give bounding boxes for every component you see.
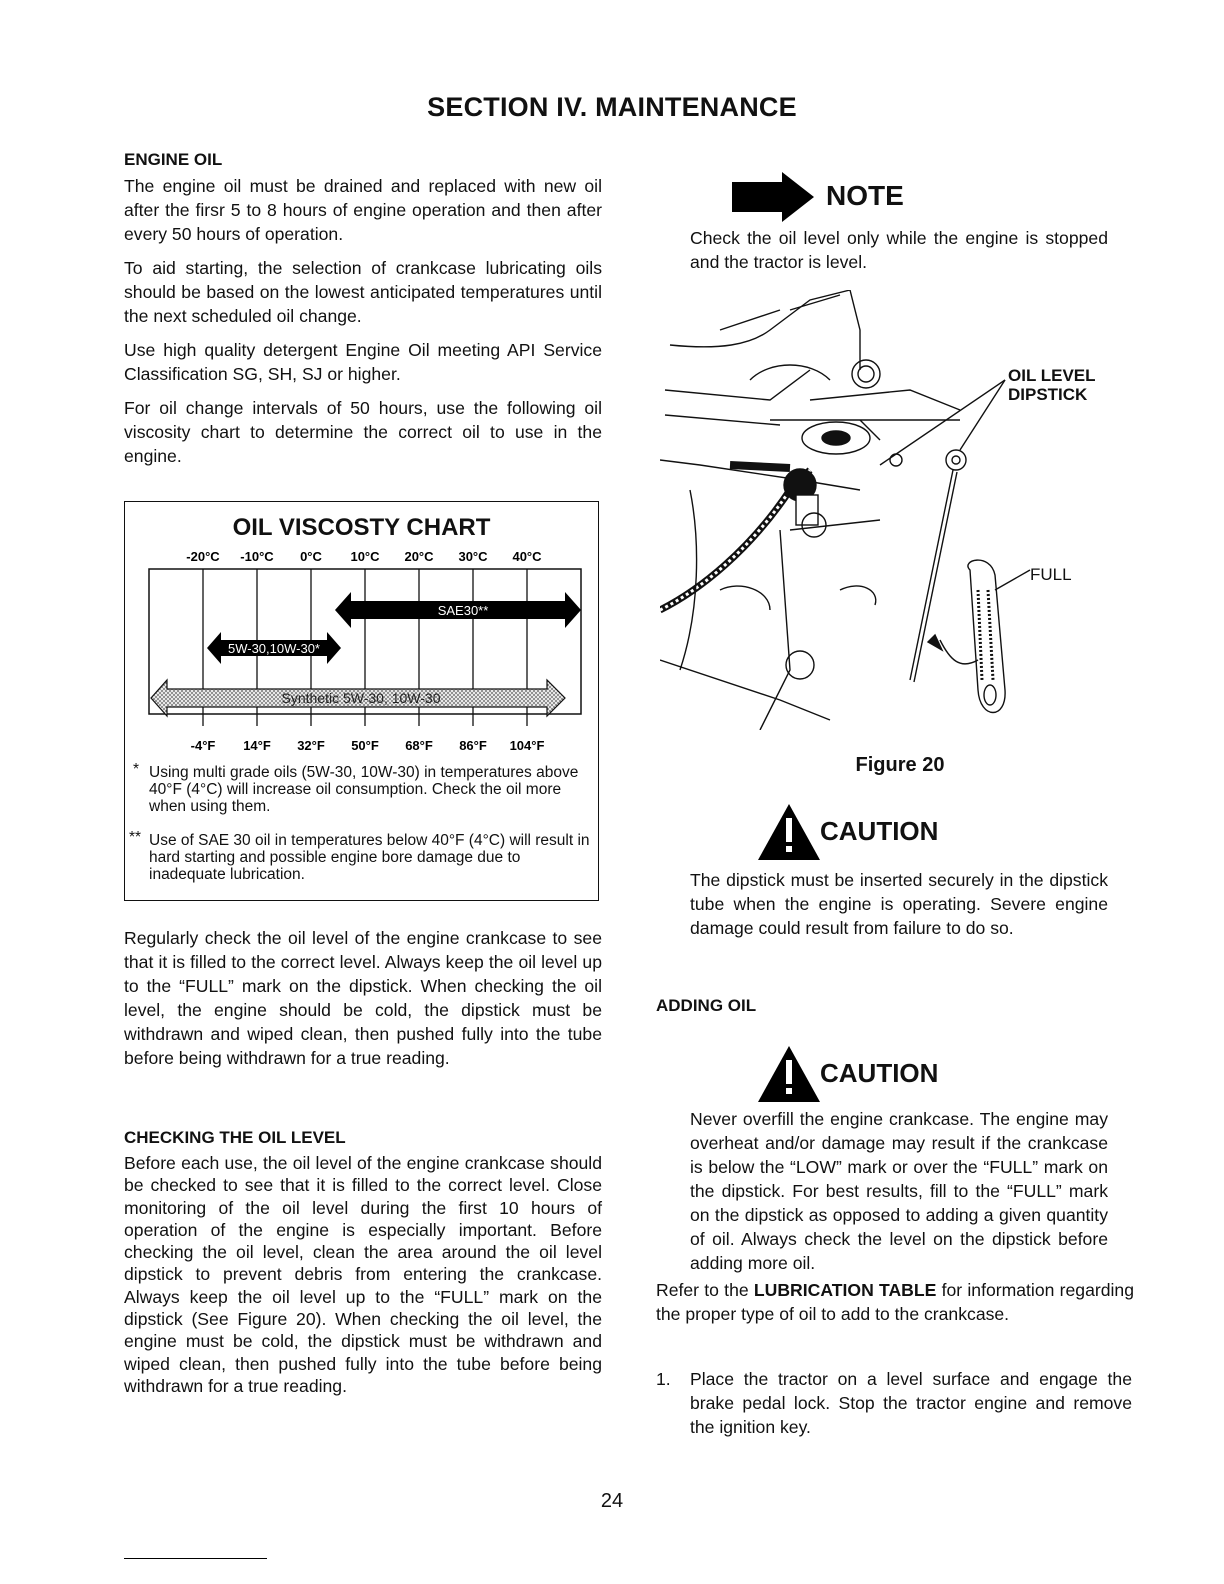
adding-oil-heading-wrap bbox=[656, 994, 956, 1020]
adding-oil-heading: ADDING OIL bbox=[656, 996, 757, 1015]
celsius-tick-label: -20°C bbox=[186, 549, 220, 564]
figure-caption: Figure 20 bbox=[855, 754, 945, 776]
celsius-tick-label: 20°C bbox=[404, 549, 434, 564]
page-title: SECTION IV. MAINTENANCE bbox=[427, 92, 797, 122]
engine-oil-paragraph-1: The engine oil must be drained and replaced with new oil after the firsr 5 to 8 hours of engine operation and then after every 50 hours of operation. bbox=[124, 176, 602, 244]
step-1-number: 1. bbox=[656, 1369, 671, 1389]
engine-oil-paragraph-2: To aid starting, the selection of crankcase lubricating oils should be based on the lowest anticipated temperatures until the next scheduled oil change. bbox=[124, 258, 602, 326]
dipstick-label bbox=[1008, 366, 1096, 404]
footnote-2 bbox=[129, 829, 593, 883]
caution-paragraph-1: The dipstick must be inserted securely in the dipstick tube when the engine is operating. Severe engine damage could result from failure to do so. bbox=[690, 870, 1108, 938]
lubrication-table-ref: LUBRICATION TABLE bbox=[753, 1280, 937, 1300]
sae30-label: SAE30** bbox=[437, 603, 489, 618]
step-1-text: Place the tractor on a level surface and engage the brake pedal lock. Stop the tractor engine and remove the ignition key. bbox=[690, 1369, 1132, 1437]
note-paragraph: Check the oil level only while the engine is stopped and the tractor is level. bbox=[690, 228, 1108, 272]
dipstick-label-line-2: DIPSTICK bbox=[1008, 385, 1088, 404]
dipstick-label-line-1: OIL LEVEL bbox=[1008, 366, 1096, 385]
footnote-1 bbox=[133, 761, 593, 815]
engine-oil-section bbox=[124, 148, 602, 478]
footnote-1-mark: * bbox=[133, 761, 140, 778]
oil-viscosity-chart bbox=[124, 501, 599, 901]
warning-triangle-icon bbox=[758, 804, 820, 860]
dipstick-figure bbox=[660, 290, 1120, 730]
checking-oil-heading: CHECKING THE OIL LEVEL bbox=[124, 1128, 346, 1147]
synthetic-label: Synthetic 5W-30, 10W-30 bbox=[281, 690, 441, 706]
multigrade-label: 5W-30,10W-30* bbox=[227, 641, 321, 656]
footnote-2-mark: ** bbox=[129, 829, 142, 846]
caution-paragraph-2: Never overfill the engine crankcase. The engine may overheat and/or damage may result if the crankcase is below the “LOW” mark or over the “FULL” mark on the dipstick. For best results, fill to the “FULL” mark on the dipstick as opposed to adding a given quantity of oil. Always check the level on the dipstick before adding more oil. bbox=[690, 1109, 1108, 1273]
caution-label-2: CAUTION bbox=[820, 1058, 939, 1088]
fahrenheit-tick-label: 14°F bbox=[243, 738, 271, 753]
chart-title: OIL VISCOSTY CHART bbox=[232, 514, 491, 541]
warning-triangle-icon bbox=[758, 1046, 820, 1102]
engine-oil-paragraph-4: For oil change intervals of 50 hours, use the following oil viscosity chart to determine the correct oil to use in the engine. bbox=[124, 398, 602, 466]
fahrenheit-tick-label: 32°F bbox=[297, 738, 325, 753]
checking-oil-paragraph: Before each use, the oil level of the engine crankcase should be checked to see that it is filled to the correct level. Close monitoring of the oil level during the first 10 hours of operation of the engine is especially important. Before checking the oil level, clean the area around the oil level dipstick to prevent debris from entering the crankcase. Always keep the oil level up to the “FULL” mark on the dipstick (See Figure 20). When checking the oil level, the engine must be cold, the dipstick must be withdrawn and wiped clean, then pushed fully into the tube before being withdrawn for a true reading. bbox=[124, 1153, 602, 1396]
engine-oil-heading: ENGINE OIL bbox=[124, 150, 223, 169]
fahrenheit-tick-label: 104°F bbox=[509, 738, 545, 753]
celsius-tick-label: 40°C bbox=[512, 549, 542, 564]
footer-rule bbox=[124, 1558, 267, 1559]
viscosity-chart-svg bbox=[125, 542, 597, 782]
refer-paragraph bbox=[656, 1278, 1134, 1326]
full-label: FULL bbox=[1030, 565, 1072, 584]
fahrenheit-tick-label: -4°F bbox=[190, 738, 216, 753]
caution-text-1 bbox=[690, 868, 1108, 950]
note-arrow-icon bbox=[732, 172, 822, 222]
celsius-tick-label: 30°C bbox=[458, 549, 488, 564]
celsius-tick-label: 0°C bbox=[300, 549, 322, 564]
fahrenheit-tick-label: 68°F bbox=[405, 738, 433, 753]
caution-text-2 bbox=[690, 1107, 1108, 1285]
regular-check-paragraph: Regularly check the oil level of the engine crankcase to see that it is filled to the correct level. Always keep the oil level up to the “FULL” mark on the dipstick. When checking the oil level, the engine should be cold, the dipstick must be withdrawn and wiped clean, then pushed fully into the tube before being withdrawn for a true reading. bbox=[124, 928, 602, 1068]
page-number: 24 bbox=[600, 1490, 624, 1512]
engine-oil-paragraph-3: Use high quality detergent Engine Oil meeting API Service Classification SG, SH, SJ or higher. bbox=[124, 340, 602, 384]
refer-section bbox=[656, 1278, 1134, 1336]
celsius-tick-label: -10°C bbox=[240, 549, 274, 564]
note-label: NOTE bbox=[826, 180, 904, 211]
footnote-1-text: Using multi grade oils (5W-30, 10W-30) in temperatures above 40°F (4°C) will increase oil consumption. Check the oil more when using them. bbox=[149, 764, 579, 815]
caution-label-1: CAUTION bbox=[820, 816, 939, 846]
footnote-2-text: Use of SAE 30 oil in temperatures below 40°F (4°C) will result in hard starting and possible engine bore damage due to inadequate lubrication. bbox=[149, 832, 590, 883]
note-text bbox=[690, 226, 1108, 284]
fahrenheit-tick-label: 86°F bbox=[459, 738, 487, 753]
refer-pre: Refer to the bbox=[656, 1280, 754, 1300]
fahrenheit-tick-label: 50°F bbox=[351, 738, 379, 753]
refer-post: for information regarding the proper type of oil to add to the crankcase. bbox=[656, 1280, 1134, 1324]
celsius-tick-label: 10°C bbox=[350, 549, 380, 564]
regular-check-section bbox=[124, 926, 602, 1080]
checking-oil-section bbox=[124, 1126, 602, 1407]
